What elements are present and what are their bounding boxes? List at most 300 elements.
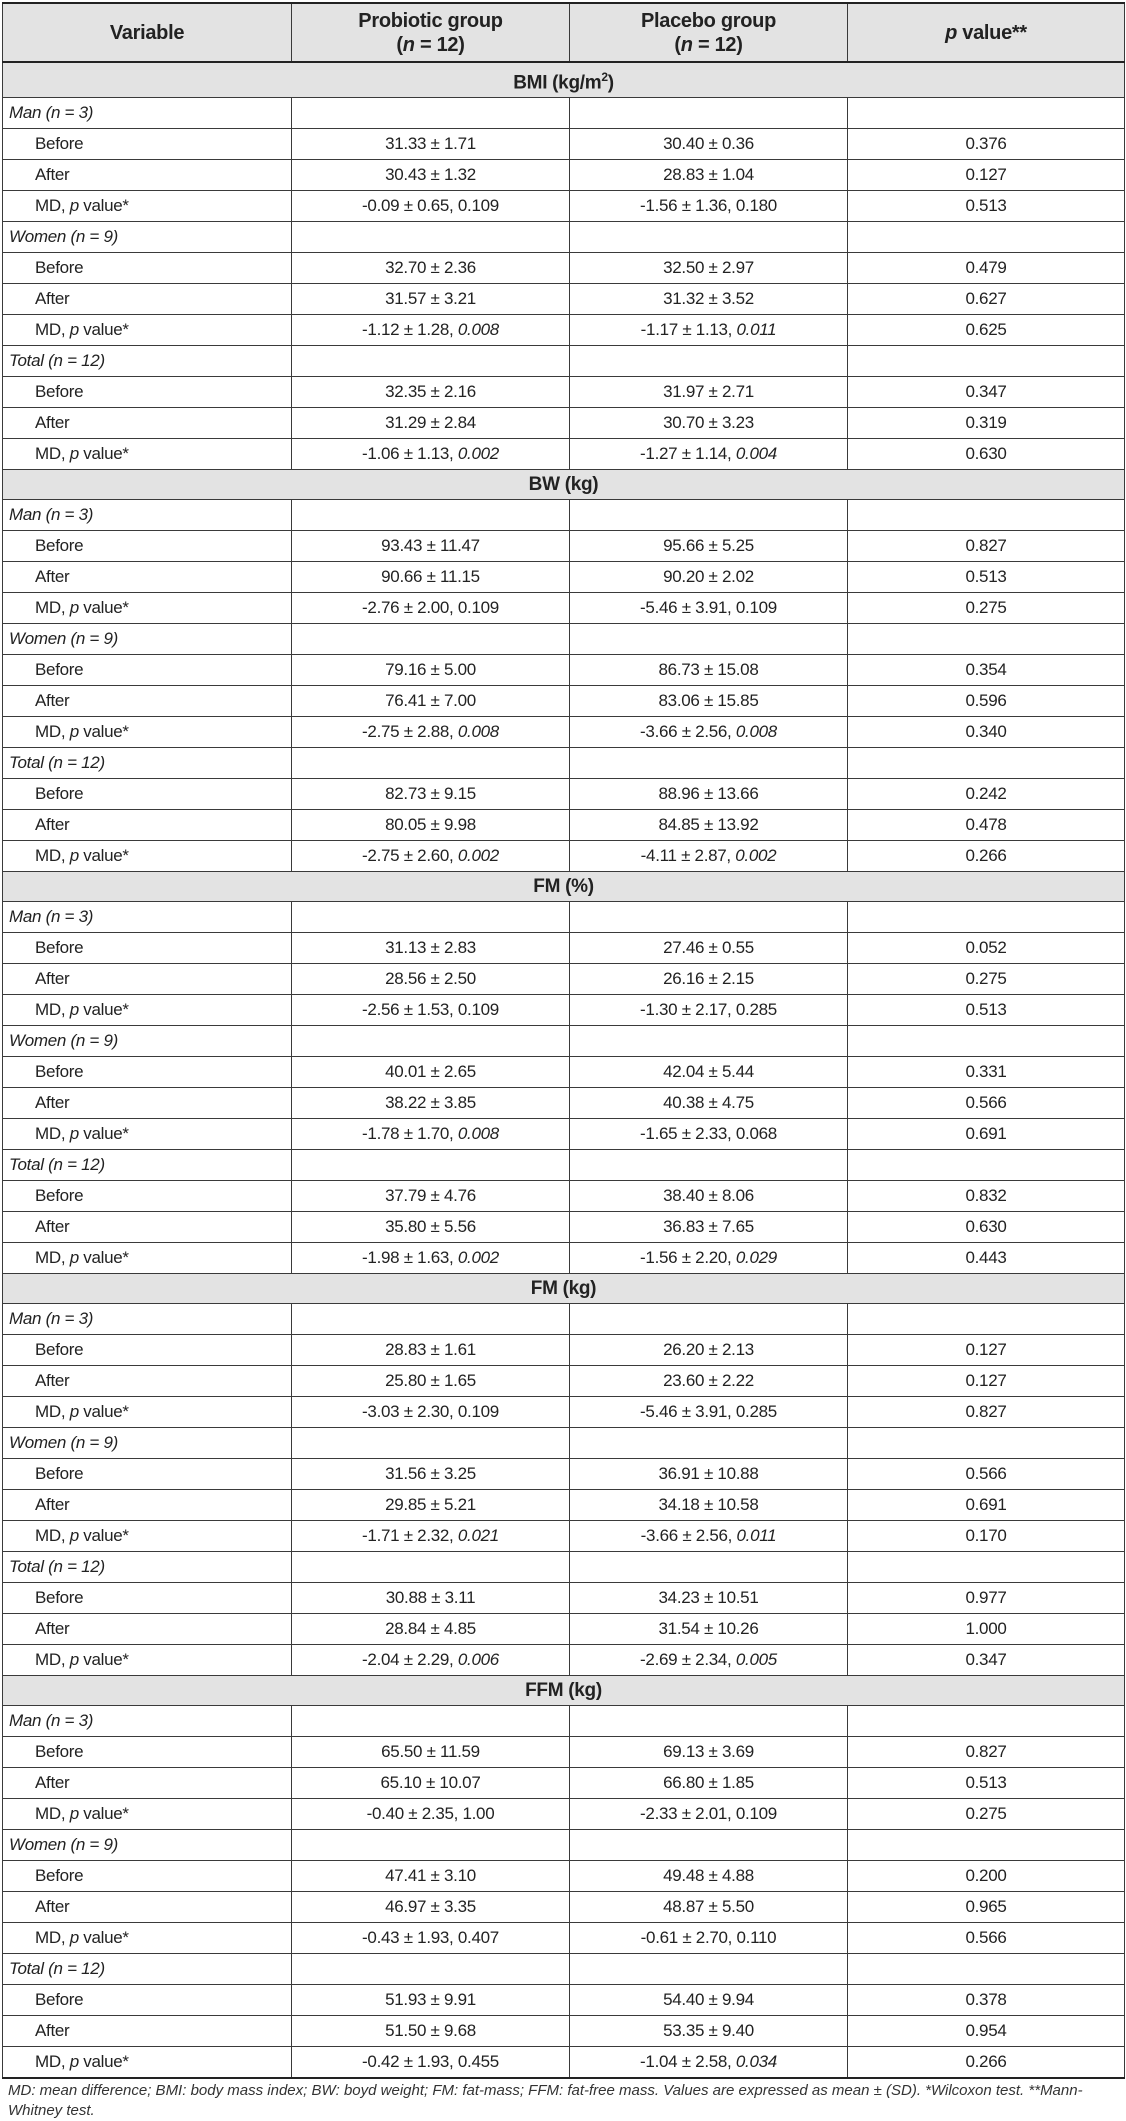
row-label-text: MD, p value* <box>35 1248 129 1268</box>
probiotic-value: 65.10 ± 10.07 <box>292 1768 570 1799</box>
row-label <box>3 593 292 624</box>
header-placebo: Placebo group (n = 12) <box>570 3 848 62</box>
p-value: 0.513 <box>848 191 1125 222</box>
group-row <box>3 1830 1125 1861</box>
table-row <box>3 1119 1125 1150</box>
p-value: 0.275 <box>848 964 1125 995</box>
row-label: Before <box>3 1985 292 2016</box>
probiotic-value: -1.71 ± 2.32, 0.021 <box>292 1521 570 1552</box>
table-row <box>3 531 1125 562</box>
table-row <box>3 841 1125 872</box>
table-row <box>3 933 1125 964</box>
group-row <box>3 222 1125 253</box>
table-row <box>3 1366 1125 1397</box>
placebo-value: 69.13 ± 3.69 <box>570 1737 848 1768</box>
placebo-value: -3.66 ± 2.56, 0.008 <box>570 717 848 748</box>
empty-cell <box>292 500 570 531</box>
table-row <box>3 593 1125 624</box>
probiotic-value: 47.41 ± 3.10 <box>292 1861 570 1892</box>
p-value: 0.127 <box>848 160 1125 191</box>
row-label: After <box>3 408 292 439</box>
empty-cell <box>848 346 1125 377</box>
row-label-text: MD, p value* <box>35 2052 129 2072</box>
empty-cell <box>570 1954 848 1985</box>
section-title-text: FM (%) <box>533 876 594 898</box>
row-label: Before <box>3 253 292 284</box>
row-label <box>3 191 292 222</box>
header-probiotic-n: n <box>402 33 415 56</box>
p-value: 0.331 <box>848 1057 1125 1088</box>
group-label: Women (n = 9) <box>3 624 292 655</box>
probiotic-value: 30.43 ± 1.32 <box>292 160 570 191</box>
row-label: Before <box>3 1057 292 1088</box>
header-pvalue-p: p <box>945 21 958 44</box>
group-row <box>3 1428 1125 1459</box>
probiotic-value: -1.78 ± 1.70, 0.008 <box>292 1119 570 1150</box>
placebo-value: 30.40 ± 0.36 <box>570 129 848 160</box>
table-row <box>3 1088 1125 1119</box>
placebo-value: 32.50 ± 2.97 <box>570 253 848 284</box>
section-title-end: ) <box>607 72 614 94</box>
empty-cell <box>570 624 848 655</box>
placebo-value: 34.23 ± 10.51 <box>570 1583 848 1614</box>
probiotic-value: 28.56 ± 2.50 <box>292 964 570 995</box>
row-label: After <box>3 686 292 717</box>
table-row <box>3 779 1125 810</box>
empty-cell <box>570 1428 848 1459</box>
placebo-value: 40.38 ± 4.75 <box>570 1088 848 1119</box>
p-value: 0.630 <box>848 1212 1125 1243</box>
row-label: After <box>3 1366 292 1397</box>
group-label: Women (n = 9) <box>3 222 292 253</box>
p-value: 0.513 <box>848 562 1125 593</box>
placebo-value: 54.40 ± 9.94 <box>570 1985 848 2016</box>
placebo-value: 27.46 ± 0.55 <box>570 933 848 964</box>
table-row <box>3 1861 1125 1892</box>
row-label <box>3 1799 292 1830</box>
empty-cell <box>292 624 570 655</box>
section-header-row <box>3 1274 1125 1304</box>
results-table <box>2 2 1125 2079</box>
placebo-value: 95.66 ± 5.25 <box>570 531 848 562</box>
row-label-text: MD, p value* <box>35 1928 129 1948</box>
empty-cell <box>292 1830 570 1861</box>
probiotic-value: 32.35 ± 2.16 <box>292 377 570 408</box>
placebo-value: 26.16 ± 2.15 <box>570 964 848 995</box>
group-label: Man (n = 3) <box>3 500 292 531</box>
group-row <box>3 98 1125 129</box>
table-row <box>3 439 1125 470</box>
p-value: 0.827 <box>848 1397 1125 1428</box>
empty-cell <box>570 1706 848 1737</box>
row-label: Before <box>3 1861 292 1892</box>
row-label: After <box>3 1212 292 1243</box>
group-row <box>3 346 1125 377</box>
table-body <box>3 62 1125 2078</box>
probiotic-value: 31.29 ± 2.84 <box>292 408 570 439</box>
table-row <box>3 1799 1125 1830</box>
p-value: 0.513 <box>848 995 1125 1026</box>
probiotic-value: 32.70 ± 2.36 <box>292 253 570 284</box>
section-title <box>3 62 1125 98</box>
probiotic-value: 38.22 ± 3.85 <box>292 1088 570 1119</box>
header-variable: Variable <box>3 3 292 62</box>
empty-cell <box>848 1954 1125 1985</box>
probiotic-value: 93.43 ± 11.47 <box>292 531 570 562</box>
table-row <box>3 964 1125 995</box>
empty-cell <box>848 1428 1125 1459</box>
empty-cell <box>570 1304 848 1335</box>
placebo-value: -1.65 ± 2.33, 0.068 <box>570 1119 848 1150</box>
section-header-row <box>3 62 1125 98</box>
row-label: Before <box>3 933 292 964</box>
section-title <box>3 1274 1125 1304</box>
placebo-value: -0.61 ± 2.70, 0.110 <box>570 1923 848 1954</box>
placebo-value: 31.97 ± 2.71 <box>570 377 848 408</box>
probiotic-value: 90.66 ± 11.15 <box>292 562 570 593</box>
empty-cell <box>292 1428 570 1459</box>
header-probiotic-count: = 12) <box>414 33 465 56</box>
table-row <box>3 810 1125 841</box>
empty-cell <box>570 1026 848 1057</box>
placebo-value: 28.83 ± 1.04 <box>570 160 848 191</box>
row-label <box>3 1119 292 1150</box>
p-value: 0.242 <box>848 779 1125 810</box>
group-row <box>3 902 1125 933</box>
p-value: 0.052 <box>848 933 1125 964</box>
placebo-value: 88.96 ± 13.66 <box>570 779 848 810</box>
placebo-value: -1.56 ± 2.20, 0.029 <box>570 1243 848 1274</box>
p-value: 0.478 <box>848 810 1125 841</box>
probiotic-value: 25.80 ± 1.65 <box>292 1366 570 1397</box>
row-label <box>3 439 292 470</box>
table-row <box>3 1335 1125 1366</box>
table-row <box>3 1459 1125 1490</box>
row-label: Before <box>3 129 292 160</box>
probiotic-value: 46.97 ± 3.35 <box>292 1892 570 1923</box>
placebo-value: 86.73 ± 15.08 <box>570 655 848 686</box>
table-row <box>3 1397 1125 1428</box>
empty-cell <box>570 98 848 129</box>
table-row <box>3 655 1125 686</box>
placebo-value: -1.17 ± 1.13, 0.011 <box>570 315 848 346</box>
table-row <box>3 717 1125 748</box>
p-value: 0.347 <box>848 377 1125 408</box>
empty-cell <box>292 1954 570 1985</box>
empty-cell <box>292 346 570 377</box>
row-label-text: MD, p value* <box>35 1650 129 1670</box>
group-label: Total (n = 12) <box>3 1954 292 1985</box>
placebo-value: 42.04 ± 5.44 <box>570 1057 848 1088</box>
probiotic-value: -2.75 ± 2.60, 0.002 <box>292 841 570 872</box>
group-label: Women (n = 9) <box>3 1830 292 1861</box>
section-title-text: BMI (kg/m <box>513 72 602 94</box>
probiotic-value: -0.43 ± 1.93, 0.407 <box>292 1923 570 1954</box>
placebo-value: 36.83 ± 7.65 <box>570 1212 848 1243</box>
probiotic-value: -2.75 ± 2.88, 0.008 <box>292 717 570 748</box>
table-row <box>3 1243 1125 1274</box>
probiotic-value: -1.06 ± 1.13, 0.002 <box>292 439 570 470</box>
probiotic-value: 35.80 ± 5.56 <box>292 1212 570 1243</box>
empty-cell <box>848 748 1125 779</box>
section-header-row <box>3 872 1125 902</box>
probiotic-value: 79.16 ± 5.00 <box>292 655 570 686</box>
row-label: After <box>3 1614 292 1645</box>
probiotic-value: 28.83 ± 1.61 <box>292 1335 570 1366</box>
empty-cell <box>570 500 848 531</box>
p-value: 0.275 <box>848 593 1125 624</box>
placebo-value: 84.85 ± 13.92 <box>570 810 848 841</box>
p-value: 0.513 <box>848 1768 1125 1799</box>
table-row <box>3 562 1125 593</box>
table-row <box>3 129 1125 160</box>
empty-cell <box>292 222 570 253</box>
probiotic-value: -0.40 ± 2.35, 1.00 <box>292 1799 570 1830</box>
p-value: 0.827 <box>848 1737 1125 1768</box>
empty-cell <box>570 902 848 933</box>
placebo-value: -1.56 ± 1.36, 0.180 <box>570 191 848 222</box>
group-label: Man (n = 3) <box>3 98 292 129</box>
group-row <box>3 1026 1125 1057</box>
group-label: Total (n = 12) <box>3 748 292 779</box>
header-pvalue <box>848 3 1125 62</box>
probiotic-value: 29.85 ± 5.21 <box>292 1490 570 1521</box>
p-value: 0.200 <box>848 1861 1125 1892</box>
row-label: Before <box>3 1737 292 1768</box>
row-label: Before <box>3 1181 292 1212</box>
row-label-text: MD, p value* <box>35 598 129 618</box>
probiotic-value: 30.88 ± 3.11 <box>292 1583 570 1614</box>
table-row <box>3 1212 1125 1243</box>
placebo-value: -2.69 ± 2.34, 0.005 <box>570 1645 848 1676</box>
placebo-value: -3.66 ± 2.56, 0.011 <box>570 1521 848 1552</box>
placebo-value: -5.46 ± 3.91, 0.285 <box>570 1397 848 1428</box>
empty-cell <box>848 1706 1125 1737</box>
section-header-row <box>3 470 1125 500</box>
placebo-value: 38.40 ± 8.06 <box>570 1181 848 1212</box>
table-row <box>3 408 1125 439</box>
p-value: 0.566 <box>848 1923 1125 1954</box>
probiotic-value: 28.84 ± 4.85 <box>292 1614 570 1645</box>
probiotic-value: -2.56 ± 1.53, 0.109 <box>292 995 570 1026</box>
p-value: 0.691 <box>848 1490 1125 1521</box>
row-label: Before <box>3 1335 292 1366</box>
row-label <box>3 1645 292 1676</box>
p-value: 0.566 <box>848 1088 1125 1119</box>
probiotic-value: 31.57 ± 3.21 <box>292 284 570 315</box>
p-value: 0.266 <box>848 2047 1125 2079</box>
probiotic-value: 82.73 ± 9.15 <box>292 779 570 810</box>
row-label-text: MD, p value* <box>35 722 129 742</box>
group-label: Man (n = 3) <box>3 902 292 933</box>
p-value: 0.827 <box>848 531 1125 562</box>
p-value: 0.625 <box>848 315 1125 346</box>
row-label-text: MD, p value* <box>35 846 129 866</box>
probiotic-value: 40.01 ± 2.65 <box>292 1057 570 1088</box>
p-value: 0.479 <box>848 253 1125 284</box>
p-value: 0.977 <box>848 1583 1125 1614</box>
empty-cell <box>570 1150 848 1181</box>
empty-cell <box>570 1830 848 1861</box>
placebo-value: -5.46 ± 3.91, 0.109 <box>570 593 848 624</box>
row-label: After <box>3 1088 292 1119</box>
section-title <box>3 1676 1125 1706</box>
placebo-value: 66.80 ± 1.85 <box>570 1768 848 1799</box>
empty-cell <box>292 1026 570 1057</box>
table-row <box>3 2016 1125 2047</box>
row-label-text: MD, p value* <box>35 196 129 216</box>
table-row <box>3 1985 1125 2016</box>
empty-cell <box>848 1150 1125 1181</box>
placebo-value: 23.60 ± 2.22 <box>570 1366 848 1397</box>
probiotic-value: 76.41 ± 7.00 <box>292 686 570 717</box>
table-row <box>3 2047 1125 2079</box>
header-row <box>3 3 1125 62</box>
p-value: 0.319 <box>848 408 1125 439</box>
row-label: Before <box>3 1583 292 1614</box>
probiotic-value: 31.56 ± 3.25 <box>292 1459 570 1490</box>
placebo-value: 83.06 ± 15.85 <box>570 686 848 717</box>
probiotic-value: 80.05 ± 9.98 <box>292 810 570 841</box>
row-label: Before <box>3 377 292 408</box>
section-header-row <box>3 1676 1125 1706</box>
empty-cell <box>292 1552 570 1583</box>
empty-cell <box>848 1304 1125 1335</box>
group-row <box>3 1706 1125 1737</box>
empty-cell <box>848 500 1125 531</box>
p-value: 0.566 <box>848 1459 1125 1490</box>
placebo-value: 36.91 ± 10.88 <box>570 1459 848 1490</box>
row-label: After <box>3 160 292 191</box>
empty-cell <box>848 1026 1125 1057</box>
row-label: After <box>3 2016 292 2047</box>
empty-cell <box>848 624 1125 655</box>
header-probiotic: Probiotic group (n = 12) <box>292 3 570 62</box>
probiotic-value: 51.50 ± 9.68 <box>292 2016 570 2047</box>
empty-cell <box>848 902 1125 933</box>
header-probiotic-title: Probiotic group <box>358 9 503 32</box>
table-footnote: MD: mean difference; BMI: body mass index; BW: boyd weight; FM: fat-mass; FFM: fat-free mass. Values are expressed as mean ± (SD). *Wilcoxon test. **Mann-Whitney test. <box>8 2082 1083 2120</box>
probiotic-value: -0.09 ± 0.65, 0.109 <box>292 191 570 222</box>
placebo-value: 34.18 ± 10.58 <box>570 1490 848 1521</box>
table-row <box>3 1057 1125 1088</box>
group-row <box>3 748 1125 779</box>
group-label: Total (n = 12) <box>3 346 292 377</box>
group-label: Man (n = 3) <box>3 1304 292 1335</box>
group-row <box>3 1150 1125 1181</box>
group-label: Total (n = 12) <box>3 1150 292 1181</box>
placebo-value: 49.48 ± 4.88 <box>570 1861 848 1892</box>
group-row <box>3 1552 1125 1583</box>
p-value: 0.965 <box>848 1892 1125 1923</box>
row-label <box>3 1397 292 1428</box>
table-row <box>3 377 1125 408</box>
section-title-superscript: 2 <box>601 70 608 84</box>
row-label-text: MD, p value* <box>35 1000 129 1020</box>
row-label-text: MD, p value* <box>35 320 129 340</box>
row-label: After <box>3 284 292 315</box>
p-value: 0.378 <box>848 1985 1125 2016</box>
p-value: 0.127 <box>848 1366 1125 1397</box>
row-label <box>3 315 292 346</box>
row-label: Before <box>3 655 292 686</box>
row-label: After <box>3 1892 292 1923</box>
p-value: 1.000 <box>848 1614 1125 1645</box>
p-value: 0.630 <box>848 439 1125 470</box>
probiotic-value: 65.50 ± 11.59 <box>292 1737 570 1768</box>
p-value: 0.832 <box>848 1181 1125 1212</box>
p-value: 0.627 <box>848 284 1125 315</box>
row-label-text: MD, p value* <box>35 1804 129 1824</box>
table-row <box>3 1768 1125 1799</box>
empty-cell <box>570 222 848 253</box>
table-row <box>3 1614 1125 1645</box>
p-value: 0.443 <box>848 1243 1125 1274</box>
row-label: Before <box>3 1459 292 1490</box>
p-value: 0.596 <box>848 686 1125 717</box>
table-row <box>3 1181 1125 1212</box>
empty-cell <box>292 902 570 933</box>
table-row <box>3 1923 1125 1954</box>
p-value: 0.347 <box>848 1645 1125 1676</box>
row-label-text: MD, p value* <box>35 1402 129 1422</box>
table-row <box>3 284 1125 315</box>
placebo-value: 31.32 ± 3.52 <box>570 284 848 315</box>
p-value: 0.340 <box>848 717 1125 748</box>
placebo-value: 48.87 ± 5.50 <box>570 1892 848 1923</box>
probiotic-value: 51.93 ± 9.91 <box>292 1985 570 2016</box>
row-label <box>3 1521 292 1552</box>
row-label <box>3 841 292 872</box>
table-header <box>3 3 1125 62</box>
empty-cell <box>848 98 1125 129</box>
p-value: 0.275 <box>848 1799 1125 1830</box>
table-row <box>3 315 1125 346</box>
group-label: Women (n = 9) <box>3 1428 292 1459</box>
table-row <box>3 191 1125 222</box>
empty-cell <box>848 222 1125 253</box>
group-row <box>3 1304 1125 1335</box>
p-value: 0.170 <box>848 1521 1125 1552</box>
row-label <box>3 717 292 748</box>
placebo-value: 90.20 ± 2.02 <box>570 562 848 593</box>
row-label: After <box>3 964 292 995</box>
placebo-value: 53.35 ± 9.40 <box>570 2016 848 2047</box>
empty-cell <box>848 1830 1125 1861</box>
section-title <box>3 470 1125 500</box>
placebo-value: -1.30 ± 2.17, 0.285 <box>570 995 848 1026</box>
group-row <box>3 1954 1125 1985</box>
row-label <box>3 2047 292 2079</box>
header-placebo-count: = 12) <box>692 33 743 56</box>
probiotic-value: -0.42 ± 1.93, 0.455 <box>292 2047 570 2079</box>
table-row <box>3 253 1125 284</box>
placebo-value: 31.54 ± 10.26 <box>570 1614 848 1645</box>
empty-cell <box>570 748 848 779</box>
placebo-value: -4.11 ± 2.87, 0.002 <box>570 841 848 872</box>
document-page <box>0 2 1126 2121</box>
table-row <box>3 995 1125 1026</box>
group-row <box>3 500 1125 531</box>
section-title-text: FM (kg) <box>530 1278 597 1300</box>
placebo-value: -1.04 ± 2.58, 0.034 <box>570 2047 848 2079</box>
p-value: 0.266 <box>848 841 1125 872</box>
row-label <box>3 1923 292 1954</box>
section-title <box>3 872 1125 902</box>
empty-cell <box>292 1304 570 1335</box>
empty-cell <box>292 1150 570 1181</box>
p-value: 0.691 <box>848 1119 1125 1150</box>
